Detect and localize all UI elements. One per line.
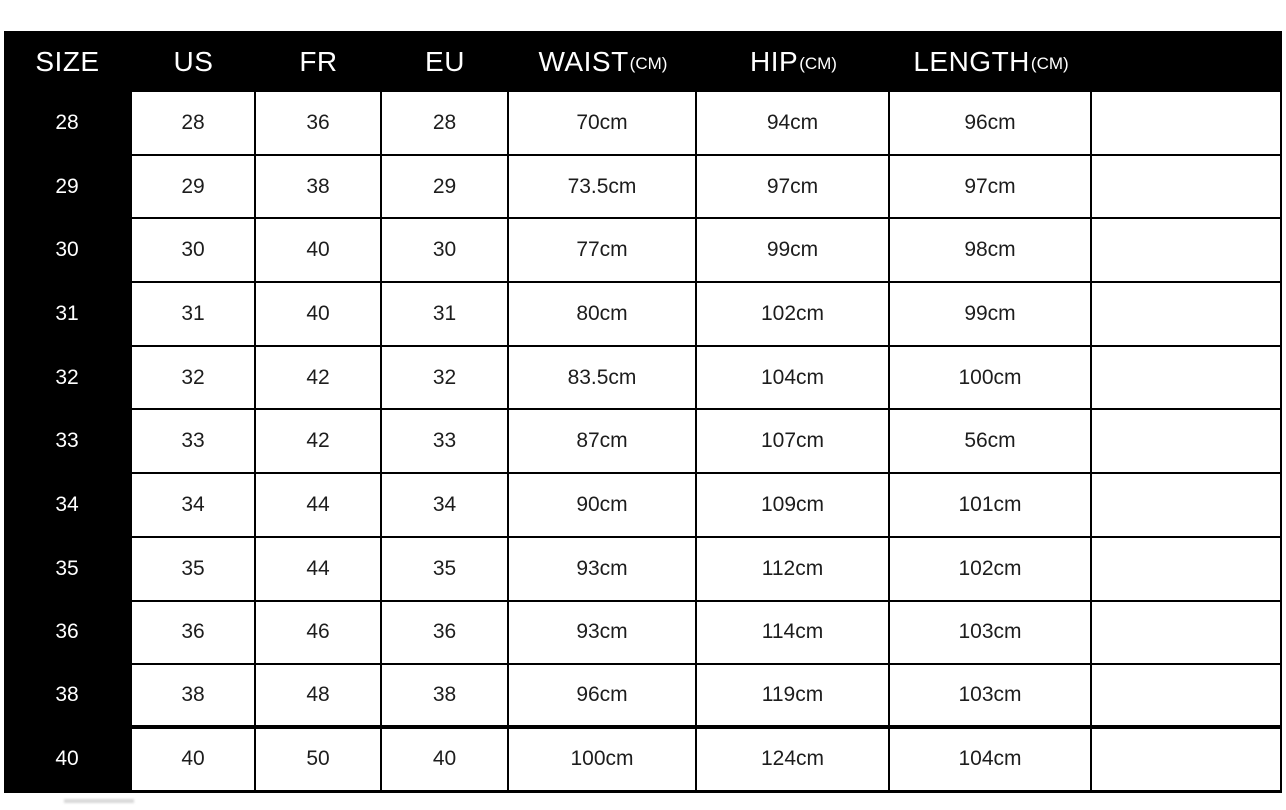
cell-us: 29: [132, 156, 256, 220]
cell-us: 28: [132, 92, 256, 156]
cell-empty: [1092, 602, 1282, 666]
table-row: [4, 602, 1282, 666]
cell-waist: 83.5cm: [509, 347, 697, 411]
header-waist: [509, 31, 697, 92]
cell-hip: 94cm: [697, 92, 890, 156]
cell-us: 32: [132, 347, 256, 411]
cell-size: 34: [4, 474, 132, 538]
cell-fr: 48: [256, 665, 382, 729]
cell-length: 97cm: [890, 156, 1092, 220]
header-hip: [697, 31, 890, 92]
cell-fr: 40: [256, 283, 382, 347]
cell-eu: 38: [382, 665, 509, 729]
cell-empty: [1092, 410, 1282, 474]
header-waist-label: WAIST: [538, 45, 629, 77]
cell-empty: [1092, 729, 1282, 793]
cell-empty: [1092, 538, 1282, 602]
cell-length: 102cm: [890, 538, 1092, 602]
cell-eu: 35: [382, 538, 509, 602]
table-row: [4, 729, 1282, 793]
cell-eu: 34: [382, 474, 509, 538]
cell-length: 96cm: [890, 92, 1092, 156]
cell-eu: 40: [382, 729, 509, 793]
cell-length: 101cm: [890, 474, 1092, 538]
table-row: [4, 410, 1282, 474]
cell-fr: 38: [256, 156, 382, 220]
table-shadow-smudge: [64, 799, 134, 803]
cell-waist: 100cm: [509, 729, 697, 793]
cell-size: 29: [4, 156, 132, 220]
header-eu: [382, 31, 509, 92]
header-length: [890, 31, 1092, 92]
cell-fr: 44: [256, 474, 382, 538]
cell-fr: 44: [256, 538, 382, 602]
cell-waist: 87cm: [509, 410, 697, 474]
header-length-label: LENGTH: [913, 45, 1030, 77]
cell-length: 104cm: [890, 729, 1092, 793]
table-row: [4, 474, 1282, 538]
cell-us: 34: [132, 474, 256, 538]
cell-hip: 99cm: [697, 219, 890, 283]
cell-size: 35: [4, 538, 132, 602]
cell-empty: [1092, 665, 1282, 729]
cell-size: 36: [4, 602, 132, 666]
header-hip-label: HIP: [750, 45, 799, 77]
cell-size: 31: [4, 283, 132, 347]
cell-waist: 96cm: [509, 665, 697, 729]
cell-hip: 119cm: [697, 665, 890, 729]
cell-length: 56cm: [890, 410, 1092, 474]
cell-hip: 124cm: [697, 729, 890, 793]
header-hip-unit: (CM): [799, 54, 837, 73]
cell-hip: 112cm: [697, 538, 890, 602]
cell-empty: [1092, 347, 1282, 411]
cell-fr: 42: [256, 410, 382, 474]
cell-empty: [1092, 92, 1282, 156]
cell-size: 32: [4, 347, 132, 411]
cell-fr: 36: [256, 92, 382, 156]
cell-length: 98cm: [890, 219, 1092, 283]
cell-eu: 28: [382, 92, 509, 156]
cell-us: 36: [132, 602, 256, 666]
cell-us: 35: [132, 538, 256, 602]
table-row: [4, 219, 1282, 283]
cell-us: 31: [132, 283, 256, 347]
cell-hip: 107cm: [697, 410, 890, 474]
cell-waist: 70cm: [509, 92, 697, 156]
header-us: [132, 31, 256, 92]
cell-hip: 104cm: [697, 347, 890, 411]
cell-fr: 46: [256, 602, 382, 666]
cell-empty: [1092, 283, 1282, 347]
header-us-label: US: [173, 45, 214, 77]
table-row: [4, 665, 1282, 729]
header-waist-unit: (CM): [629, 54, 668, 73]
cell-waist: 93cm: [509, 602, 697, 666]
cell-empty: [1092, 219, 1282, 283]
cell-eu: 29: [382, 156, 509, 220]
table-row: [4, 283, 1282, 347]
cell-eu: 33: [382, 410, 509, 474]
cell-length: 103cm: [890, 602, 1092, 666]
cell-empty: [1092, 474, 1282, 538]
table-row: [4, 92, 1282, 156]
cell-hip: 97cm: [697, 156, 890, 220]
cell-us: 40: [132, 729, 256, 793]
cell-waist: 90cm: [509, 474, 697, 538]
size-chart-table: [4, 31, 1282, 793]
cell-us: 38: [132, 665, 256, 729]
cell-waist: 80cm: [509, 283, 697, 347]
cell-us: 33: [132, 410, 256, 474]
cell-hip: 114cm: [697, 602, 890, 666]
table-row: [4, 347, 1282, 411]
cell-length: 103cm: [890, 665, 1092, 729]
header-eu-label: EU: [425, 45, 465, 77]
cell-size: 28: [4, 92, 132, 156]
cell-size: 30: [4, 219, 132, 283]
cell-us: 30: [132, 219, 256, 283]
cell-fr: 40: [256, 219, 382, 283]
cell-size: 40: [4, 729, 132, 793]
table-row: [4, 156, 1282, 220]
header-size-label: SIZE: [35, 45, 100, 77]
header-empty: [1092, 31, 1282, 92]
cell-eu: 31: [382, 283, 509, 347]
table-header-row: [4, 31, 1282, 92]
cell-empty: [1092, 156, 1282, 220]
cell-fr: 42: [256, 347, 382, 411]
cell-waist: 73.5cm: [509, 156, 697, 220]
cell-length: 100cm: [890, 347, 1092, 411]
cell-hip: 102cm: [697, 283, 890, 347]
cell-waist: 77cm: [509, 219, 697, 283]
cell-eu: 30: [382, 219, 509, 283]
cell-length: 99cm: [890, 283, 1092, 347]
cell-size: 33: [4, 410, 132, 474]
cell-size: 38: [4, 665, 132, 729]
cell-fr: 50: [256, 729, 382, 793]
header-fr-label: FR: [299, 45, 338, 77]
cell-waist: 93cm: [509, 538, 697, 602]
header-length-unit: (CM): [1030, 54, 1069, 73]
cell-eu: 36: [382, 602, 509, 666]
cell-eu: 32: [382, 347, 509, 411]
header-size: [4, 31, 132, 92]
table-row: [4, 538, 1282, 602]
header-fr: [256, 31, 382, 92]
cell-hip: 109cm: [697, 474, 890, 538]
